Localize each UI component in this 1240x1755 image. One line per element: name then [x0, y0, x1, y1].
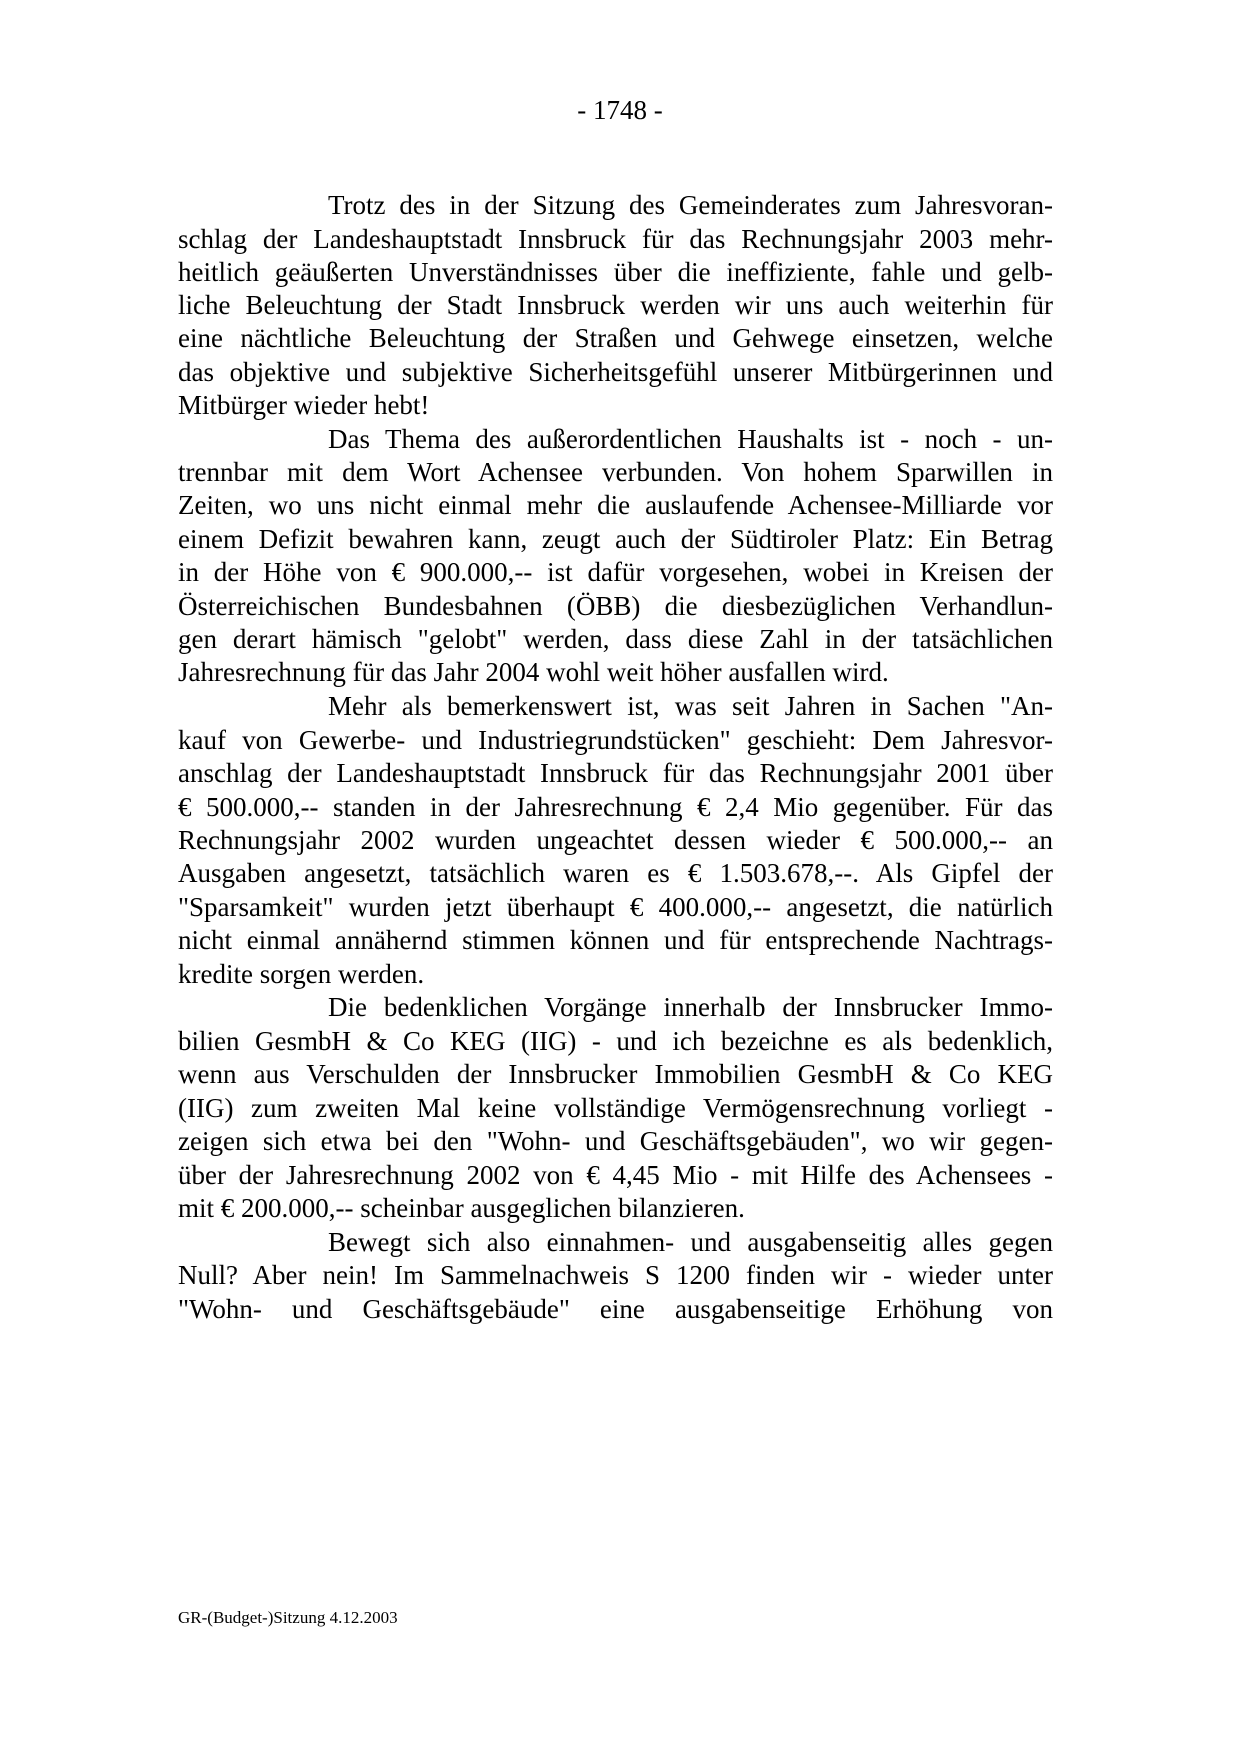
footer-session-label: GR-(Budget-)Sitzung 4.12.2003: [178, 1608, 398, 1627]
text-line: "Wohn- und Geschäftsgebäude" eine ausgabenseitige Erhöhung von: [178, 1294, 1053, 1324]
text-line: Österreichischen Bundesbahnen (ÖBB) die diesbezüglichen Verhandlun-: [178, 591, 1053, 621]
text-line: trennbar mit dem Wort Achensee verbunden. Von hohem Sparwillen in: [178, 457, 1053, 487]
text-line: Das Thema des außerordentlichen Haushalts ist - noch - un-: [328, 424, 1053, 454]
text-line: kredite sorgen werden.: [178, 959, 425, 989]
text-line: Jahresrechnung für das Jahr 2004 wohl weit höher ausfallen wird.: [178, 657, 889, 687]
text-line: Mitbürger wieder hebt!: [178, 390, 430, 420]
text-line: in der Höhe von € 900.000,-- ist dafür vorgesehen, wobei in Kreisen der: [178, 557, 1053, 587]
text-line: schlag der Landeshauptstadt Innsbruck für das Rechnungsjahr 2003 mehr-: [178, 224, 1053, 254]
text-line: Bewegt sich also einnahmen- und ausgabenseitig alles gegen: [328, 1227, 1053, 1257]
text-line: liche Beleuchtung der Stadt Innsbruck werden wir uns auch weiterhin für: [178, 290, 1053, 320]
text-line: nicht einmal annähernd stimmen können und für entsprechende Nachtrags-: [178, 925, 1053, 955]
text-line: anschlag der Landeshauptstadt Innsbruck für das Rechnungsjahr 2001 über: [178, 758, 1053, 788]
text-line: einem Defizit bewahren kann, zeugt auch der Südtiroler Platz: Ein Betrag: [178, 524, 1053, 554]
text-line: mit € 200.000,-- scheinbar ausgeglichen bilanzieren.: [178, 1193, 745, 1223]
text-line: Trotz des in der Sitzung des Gemeinderates zum Jahresvoran-: [328, 190, 1053, 220]
text-line: Zeiten, wo uns nicht einmal mehr die auslaufende Achensee-Milliarde vor: [178, 490, 1053, 520]
text-line: "Sparsamkeit" wurden jetzt überhaupt € 400.000,-- angesetzt, die natürlich: [178, 892, 1053, 922]
text-line: Ausgaben angesetzt, tatsächlich waren es € 1.503.678,--. Als Gipfel der: [178, 858, 1053, 888]
text-line: bilien GesmbH & Co KEG (IIG) - und ich bezeichne es als bedenklich,: [178, 1026, 1053, 1056]
text-line: heitlich geäußerten Unverständnisses über die ineffiziente, fahle und gelb-: [178, 257, 1053, 287]
text-line: zeigen sich etwa bei den "Wohn- und Geschäftsgebäuden", wo wir gegen-: [178, 1126, 1053, 1156]
text-line: über der Jahresrechnung 2002 von € 4,45 Mio - mit Hilfe des Achensees -: [178, 1160, 1053, 1190]
text-line: eine nächtliche Beleuchtung der Straßen und Gehwege einsetzen, welche: [178, 323, 1053, 353]
text-line: Mehr als bemerkenswert ist, was seit Jahren in Sachen "An-: [328, 691, 1053, 721]
text-line: wenn aus Verschulden der Innsbrucker Immobilien GesmbH & Co KEG: [178, 1059, 1053, 1089]
text-line: Rechnungsjahr 2002 wurden ungeachtet dessen wieder € 500.000,-- an: [178, 825, 1053, 855]
text-line: Null? Aber nein! Im Sammelnachweis S 1200 finden wir - wieder unter: [178, 1260, 1053, 1290]
page-number: - 1748 -: [577, 95, 663, 125]
text-line: € 500.000,-- standen in der Jahresrechnung € 2,4 Mio gegenüber. Für das: [178, 792, 1053, 822]
text-line: das objektive und subjektive Sicherheitsgefühl unserer Mitbürgerinnen und: [178, 357, 1053, 387]
text-line: Die bedenklichen Vorgänge innerhalb der Innsbrucker Immo-: [328, 992, 1053, 1022]
text-line: kauf von Gewerbe- und Industriegrundstücken" geschieht: Dem Jahresvor-: [178, 725, 1053, 755]
text-line: gen derart hämisch "gelobt" werden, dass diese Zahl in der tatsächlichen: [178, 624, 1053, 654]
text-line: (IIG) zum zweiten Mal keine vollständige Vermögensrechnung vorliegt -: [178, 1093, 1053, 1123]
